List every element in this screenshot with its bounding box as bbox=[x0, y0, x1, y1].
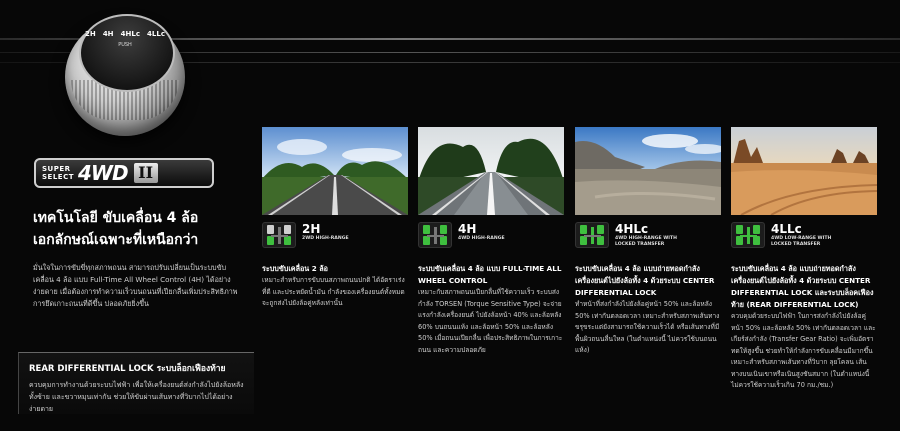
mode-name: 4HLc bbox=[615, 222, 649, 236]
mode-column-4h bbox=[418, 127, 564, 356]
front-right-wheel-icon bbox=[597, 225, 604, 234]
mode-subtitle: 4WD HIGH-RANGE bbox=[458, 236, 505, 241]
front-left-wheel-icon bbox=[423, 225, 430, 234]
rear-right-wheel-icon bbox=[753, 236, 760, 245]
knob-position-2h: 2H bbox=[85, 30, 96, 38]
mode-name: 4H bbox=[458, 222, 477, 236]
drivetrain-2h-icon bbox=[262, 222, 296, 248]
mode-description: เหมาะสำหรับการขับบนสภาพถนนปกติ ได้อัตราเร่งที่ดี และประหยัดน้ำมัน กำลังของเครื่องยนต์ทั้งหมดจะถูกส่งไปยังล้อคู่หลังเท่านั้น bbox=[262, 276, 405, 307]
logo-select: SELECT bbox=[42, 173, 74, 181]
rear-right-wheel-icon bbox=[440, 236, 447, 245]
rear-left-wheel-icon bbox=[580, 236, 587, 245]
axle-icon bbox=[271, 235, 288, 237]
logo-4wd: 4WD bbox=[77, 161, 128, 185]
mode-description: เหมาะกับสภาพถนนเปียกลื่นที่ใช้ความเร็ว ระบบส่งกำลัง TORSEN (Torque Sensitive Type) จะจ่ายแรงกำลังเครื่องยนต์ ไปยังล้อหน้า 40% และล้อหลัง 60% บนถนนแห้ง และล้อหน้า 50% และล้อหลัง 50% เมื่อถนนเปียกลื่น เพื่อประสิทธิภาพในการเกาะถนน และความปลอดภัย bbox=[418, 288, 563, 354]
rear-left-wheel-icon bbox=[736, 236, 743, 245]
page-headline bbox=[33, 207, 253, 251]
mode-description: ทำหน้าที่ส่งกำลังไปยังล้อคู่หน้า 50% และล้อหลัง 50% เท่ากันตลอดเวลา เหมาะสำหรับสภาพเส้นทางขรุขระแต่ยังสามารถใช้ความเร็วได้ หรือเส้นทางที่มีพื้นผิวถนนลื่นใหล (ในตำแหน่งนี้ ไม่ควรใช้บนถนนแห้ง) bbox=[575, 300, 720, 354]
drivetrain-4llc-icon bbox=[731, 222, 765, 248]
logo-super-select-text bbox=[42, 165, 74, 181]
mode-photo-wet-road bbox=[418, 127, 564, 215]
mode-column-4hlc bbox=[575, 127, 721, 357]
rear-lock-title: REAR DIFFERENTIAL LOCK ระบบล็อกเฟืองท้าย bbox=[29, 364, 226, 374]
transfer-selector-knob bbox=[55, 8, 195, 148]
headline-line-2: เอกลักษณ์เฉพาะที่เหนือกว่า bbox=[33, 232, 199, 248]
mode-title: ระบบขับเคลื่อน 4 ล้อ แบบถ่ายทอดกำลังเครื่องยนต์ไปยังล้อทั้ง 4 ด้วยระบบ CENTER DIFFERENTIAL LOCK และระบบล็อคเฟืองท้าย (REAR DIFFERENTIAL LOCK) bbox=[731, 264, 874, 309]
rear-left-wheel-icon bbox=[267, 236, 274, 245]
drivetrain-4h-icon bbox=[418, 222, 452, 248]
rear-right-wheel-icon bbox=[284, 236, 291, 245]
logo-roman-two: II bbox=[134, 163, 158, 183]
mode-name: 4LLc bbox=[771, 222, 802, 236]
front-right-wheel-icon bbox=[753, 225, 760, 234]
mode-name: 2H bbox=[302, 222, 321, 236]
axle-icon bbox=[740, 235, 757, 237]
mode-subtitle: 4WD HIGH-RANGE WITH bbox=[615, 236, 677, 241]
mode-photo-paved-road bbox=[262, 127, 408, 215]
front-left-wheel-icon bbox=[267, 225, 274, 234]
rear-differential-lock-box bbox=[18, 352, 254, 414]
drivetrain-4hlc-icon bbox=[575, 222, 609, 248]
mode-column-2h bbox=[262, 127, 408, 310]
front-left-wheel-icon bbox=[736, 225, 743, 234]
knob-labels bbox=[85, 30, 165, 70]
mode-subtitle-2: LOCKED TRANSFER bbox=[615, 242, 665, 247]
knob-position-4h: 4H bbox=[102, 30, 114, 38]
front-right-wheel-icon bbox=[440, 225, 447, 234]
mode-photo-desert-tracks bbox=[731, 127, 877, 215]
headline-line-1: เทคโนโลยี ขับเคลื่อน 4 ล้อ bbox=[33, 210, 199, 226]
rear-lock-body: ควบคุมการทำงานด้วยระบบไฟฟ้า เพื่อให้เครื่องยนต์ส่งกำลังไปยังล้อหลังทั้งซ้าย และขวาหมุนเท่ากัน ช่วยให้ขับผ่านเส้นทางที่วิบากไปได้อย่างง่ายดาย bbox=[29, 381, 244, 413]
mode-subtitle: 4WD LOW-RANGE WITH bbox=[771, 236, 832, 241]
axle-icon bbox=[584, 235, 601, 237]
knob-position-4hlc: 4HLc bbox=[120, 30, 140, 38]
mode-title: ระบบขับเคลื่อน 4 ล้อ แบบ FULL-TIME ALL WHEEL CONTROL bbox=[418, 264, 562, 285]
mode-title: ระบบขับเคลื่อน 2 ล้อ bbox=[262, 264, 328, 273]
mode-title: ระบบขับเคลื่อน 4 ล้อ แบบถ่ายทอดกำลังเครื่องยนต์ไปยังล้อทั้ง 4 ด้วยระบบ CENTER DIFFERENTIAL LOCK bbox=[575, 264, 715, 297]
logo-super: SUPER bbox=[42, 165, 71, 173]
mode-subtitle: 2WD HIGH-RANGE bbox=[302, 236, 349, 241]
front-right-wheel-icon bbox=[284, 225, 291, 234]
mode-column-4llc bbox=[731, 127, 877, 392]
axle-icon bbox=[427, 235, 444, 237]
mode-description: ควบคุมด้วยระบบไฟฟ้า ในการส่งกำลังไปยังล้อคู่หน้า 50% และล้อหลัง 50% เท่ากันตลอดเวลา และเกียร์ส่งกำลัง (Transfer Gear Ratio) จะเพิ่มอัตราทดให้สูงขึ้น ช่วยทำให้กำลังการขับเคลื่อนมีมากขึ้น เหมาะสำหรับสภาพเส้นทางที่วิบาก ลุยโคลน เส้นทางบนเนินเขาหรือเนินสูงชันสมาก (ในตำแหน่งนี้ ไม่ควรใช้ความเร็วเกิน 70 กม./ชม.) bbox=[731, 312, 876, 389]
rear-left-wheel-icon bbox=[423, 236, 430, 245]
knob-push-label: PUSH bbox=[118, 42, 132, 48]
rear-right-wheel-icon bbox=[597, 236, 604, 245]
knob-position-4llc: 4LLc bbox=[147, 30, 165, 38]
intro-paragraph: มั่นใจในการขับขี่ทุกสภาพถนน สามารถปรับเปลี่ยนเป็นระบบขับเคลื่อน 4 ล้อ แบบ Full-Time All Wheel Control (4H) ได้อย่างง่ายดาย เมื่อต้องการทำความเร็วบนถนนที่เปียกลื่นเพิ่มประสิทธิภาพการยึดเกาะถนนที่ดีขึ้น ปลอดภัยยิ่งขึ้น bbox=[33, 263, 238, 308]
mode-subtitle-2: LOCKED TRANSFER bbox=[771, 242, 821, 247]
super-select-4wd-logo bbox=[34, 158, 214, 188]
front-left-wheel-icon bbox=[580, 225, 587, 234]
mode-photo-gravel-valley bbox=[575, 127, 721, 215]
